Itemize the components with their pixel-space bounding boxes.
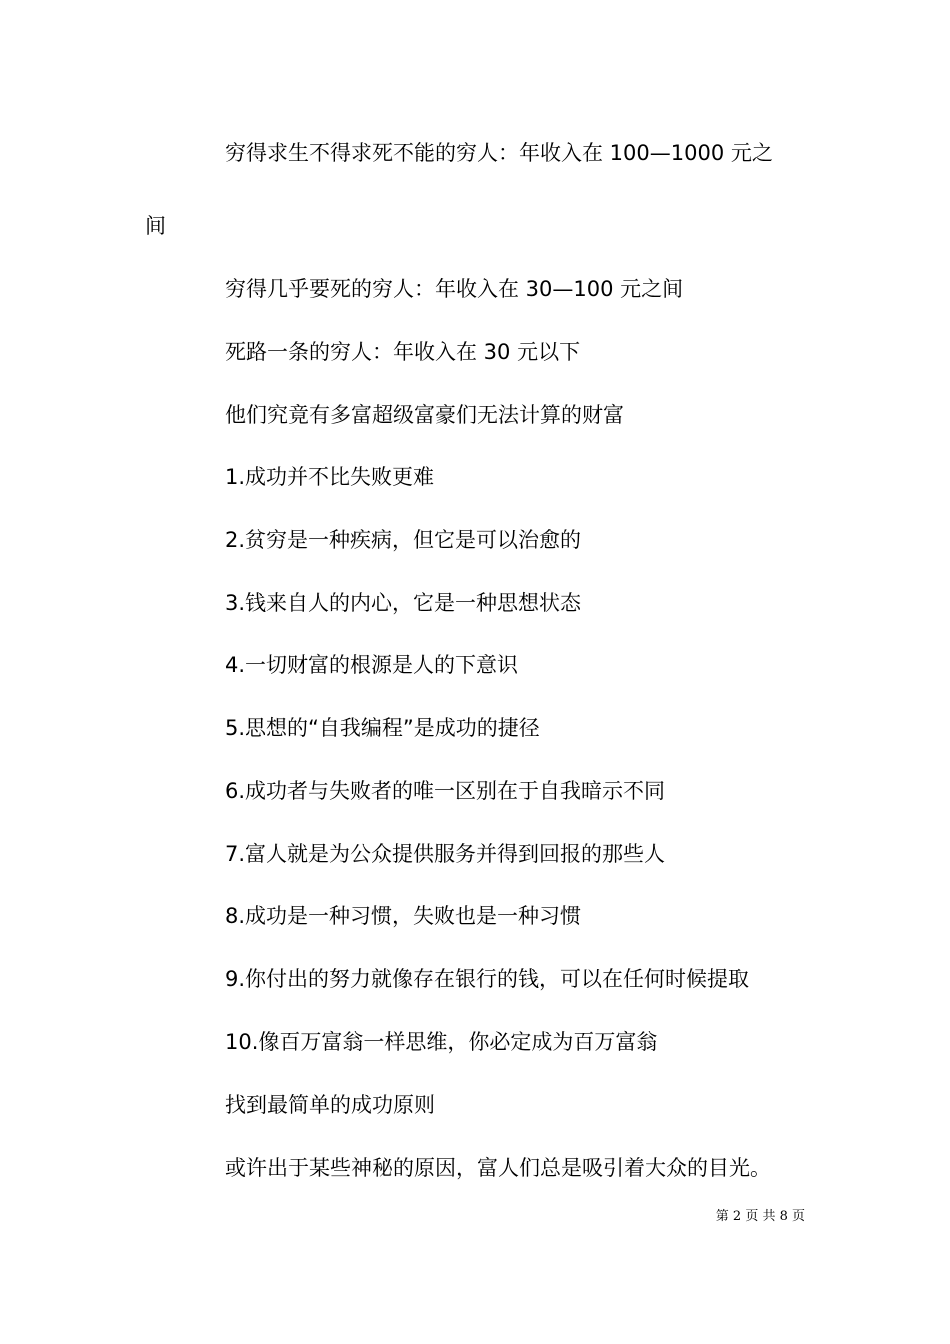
list-item-3: 3.钱来自人的内心，它是一种思想状态	[225, 591, 582, 615]
paragraph-line-2: 间	[145, 214, 166, 238]
list-item-5: 5.思想的“自我编程”是成功的捷径	[225, 716, 540, 740]
list-item-10: 10.像百万富翁一样思维，你必定成为百万富翁	[225, 1030, 658, 1054]
list-item-4: 4.一切财富的根源是人的下意识	[225, 653, 519, 677]
paragraph-line-7: 或许出于某些神秘的原因，富人们总是吸引着大众的目光。	[225, 1156, 771, 1180]
paragraph-line-3: 穷得几乎要死的穷人：年收入在 30—100 元之间	[225, 277, 684, 301]
list-item-7: 7.富人就是为公众提供服务并得到回报的那些人	[225, 842, 666, 866]
list-item-9: 9.你付出的努力就像存在银行的钱，可以在任何时候提取	[225, 967, 750, 991]
list-item-2: 2.贫穷是一种疾病，但它是可以治愈的	[225, 528, 582, 552]
paragraph-line-4: 死路一条的穷人：年收入在 30 元以下	[225, 340, 581, 364]
list-item-8: 8.成功是一种习惯，失败也是一种习惯	[225, 904, 582, 928]
paragraph-line-1: 穷得求生不得求死不能的穷人：年收入在 100—1000 元之	[225, 141, 773, 165]
paragraph-line-5: 他们究竟有多富超级富豪们无法计算的财富	[225, 403, 624, 427]
list-item-1: 1.成功并不比失败更难	[225, 465, 435, 489]
paragraph-line-6: 找到最简单的成功原则	[225, 1093, 435, 1117]
list-item-6: 6.成功者与失败者的唯一区别在于自我暗示不同	[225, 779, 666, 803]
page-number-footer: 第 2 页 共 8 页	[715, 1209, 805, 1224]
